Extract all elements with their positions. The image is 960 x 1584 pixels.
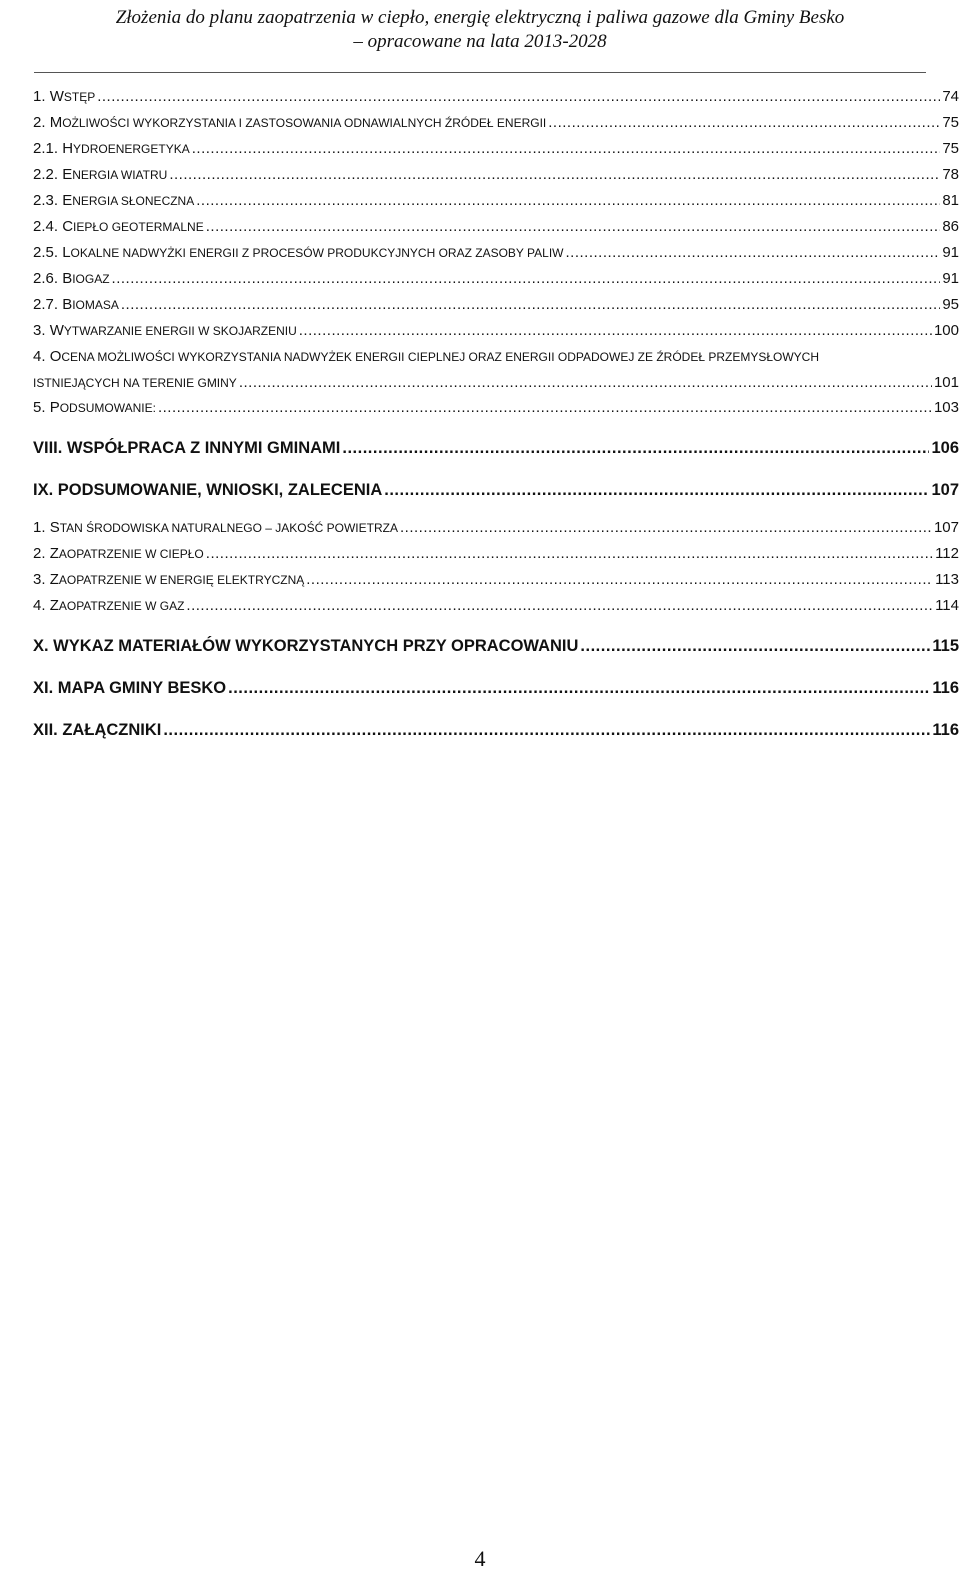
leader-dots: [228, 667, 930, 709]
entry-number: 3.: [33, 322, 50, 339]
table-of-contents: [33, 84, 959, 751]
leader-dots: [239, 370, 932, 395]
entry-initial: M: [49, 114, 63, 131]
leader-dots: [196, 188, 940, 214]
toc-chapter[interactable]: [33, 469, 959, 511]
entry-number: 2.: [33, 545, 50, 562]
entry-initial: B: [62, 296, 73, 313]
entry-title: OŻLIWOŚCI WYKORZYSTANIA I ZASTOSOWANIA ODNAWIALNYCH ŹRÓDEŁ ENERGII: [62, 116, 547, 130]
entry-title: OKALNE NADWYŻKI ENERGII Z PROCESÓW PRODUKCYJNYCH ORAZ ZASOBY PALIW: [70, 246, 564, 260]
header-rule: [34, 72, 926, 73]
page-ref: 114: [935, 597, 959, 614]
entry-number: 2.4.: [33, 218, 63, 235]
entry-title: AOPATRZENIE W ENERGIĘ ELEKTRYCZNĄ: [58, 573, 305, 587]
entry-title: IOMASA: [72, 298, 119, 312]
toc-entry[interactable]: [33, 162, 959, 188]
page-ref: 91: [942, 270, 959, 287]
toc-chapter[interactable]: [33, 625, 959, 667]
page-ref: 107: [933, 519, 959, 536]
page-ref: 78: [942, 166, 959, 183]
page-ref: 107: [931, 481, 959, 499]
entry-title: YTWARZANIE ENERGII W SKOJARZENIU: [63, 324, 297, 338]
entry-initial: L: [62, 244, 71, 261]
entry-number: 2.6.: [33, 270, 63, 287]
chapter-title: XII. ZAŁĄCZNIKI: [33, 721, 162, 739]
page-ref: 106: [931, 439, 959, 457]
leader-dots: [342, 427, 929, 469]
page-ref: 91: [942, 244, 959, 261]
entry-number: 2.3.: [33, 192, 63, 209]
entry-number: 2.5.: [33, 244, 63, 261]
toc-entry[interactable]: [33, 515, 959, 541]
page-header: [0, 6, 960, 54]
toc-entry[interactable]: [33, 567, 959, 593]
leader-dots: [112, 266, 941, 292]
entry-title: CENA MOŻLIWOŚCI WYKORZYSTANIA NADWYŻEK ENERGII CIEPLNEJ ORAZ ENERGII ODPADOWEJ ZE ŹRÓDEŁ PRZEMYSŁOWYCH: [61, 350, 820, 364]
leader-dots: [186, 593, 933, 619]
entry-number: 1.: [33, 88, 50, 105]
entry-number: 4.: [33, 348, 50, 365]
leader-dots: [169, 162, 940, 188]
leader-dots: [548, 110, 940, 136]
entry-initial: E: [62, 166, 73, 183]
entry-title: YDROENERGETYKA: [73, 142, 190, 156]
toc-entry[interactable]: [33, 240, 959, 266]
toc-entry[interactable]: [33, 136, 959, 162]
entry-title: AOPATRZENIE W CIEPŁO: [58, 547, 204, 561]
page-ref: 75: [942, 114, 959, 131]
entry-initial: C: [62, 218, 74, 235]
chapter-title: X. WYKAZ MATERIAŁÓW WYKORZYSTANYCH PRZY OPRACOWANIU: [33, 637, 579, 655]
toc-chapter[interactable]: [33, 667, 959, 709]
entry-number: 3.: [33, 571, 50, 588]
leader-dots: [206, 541, 933, 567]
leader-dots: [299, 318, 932, 344]
toc-chapter[interactable]: [33, 709, 959, 751]
leader-dots: [121, 292, 940, 318]
page-ref: 103: [933, 399, 959, 416]
leader-dots: [97, 84, 940, 110]
entry-title: ODSUMOWANIE:: [59, 401, 156, 415]
toc-entry[interactable]: [33, 292, 959, 318]
leader-dots: [400, 515, 932, 541]
page-ref: 101: [933, 374, 959, 391]
toc-entry[interactable]: [33, 110, 959, 136]
leader-dots: [580, 625, 930, 667]
toc-entry[interactable]: [33, 266, 959, 292]
entry-initial: O: [49, 348, 62, 365]
entry-number: 5.: [33, 399, 50, 416]
header-title: Złożenia do planu zaopatrzenia w ciepło, energię elektryczną i paliwa gazowe dla Gminy Besko: [115, 7, 845, 28]
entry-initial: Z: [49, 571, 59, 588]
leader-dots: [384, 469, 929, 511]
page-ref: 113: [935, 571, 959, 588]
entry-number: 2.2.: [33, 166, 63, 183]
chapter-title: VIII. WSPÓŁPRACA Z INNYMI GMINAMI: [33, 439, 341, 457]
entry-title: TAN ŚRODOWISKA NATURALNEGO – JAKOŚĆ POWIETRZA: [59, 521, 398, 535]
toc-entry[interactable]: [33, 344, 959, 370]
chapter-title: XI. MAPA GMINY BESKO: [33, 679, 227, 697]
toc-entry[interactable]: [33, 318, 959, 344]
header-subtitle: – opracowane na lata 2013-2028: [353, 31, 607, 52]
entry-initial: Z: [49, 597, 59, 614]
toc-entry[interactable]: [33, 214, 959, 240]
leader-dots: [163, 709, 930, 751]
entry-initial: Z: [49, 545, 59, 562]
leader-dots: [192, 136, 941, 162]
toc-chapter[interactable]: [33, 427, 959, 469]
toc-entry[interactable]: [33, 593, 959, 619]
entry-title: IOGAZ: [72, 272, 110, 286]
entry-number: 2.: [33, 114, 50, 131]
chapter-title: IX. PODSUMOWANIE, WNIOSKI, ZALECENIA: [33, 481, 383, 499]
entry-initial: B: [62, 270, 73, 287]
toc-entry[interactable]: [33, 395, 959, 421]
toc-entry-continuation[interactable]: [33, 370, 959, 395]
page-ref: 86: [942, 218, 959, 235]
entry-number: 4.: [33, 597, 50, 614]
entry-initial: H: [62, 140, 74, 157]
entry-title: AOPATRZENIE W GAZ: [58, 599, 185, 613]
entry-title: NERGIA WIATRU: [72, 168, 168, 182]
page-ref: 75: [942, 140, 959, 157]
entry-initial: W: [49, 322, 64, 339]
page-ref: 116: [932, 721, 959, 739]
leader-dots: [306, 567, 933, 593]
entry-initial: W: [49, 88, 64, 105]
page-ref: 115: [932, 637, 959, 655]
toc-entry[interactable]: [33, 84, 959, 110]
entry-initial: S: [49, 519, 60, 536]
entry-initial: P: [49, 399, 60, 416]
page-ref: 100: [933, 322, 959, 339]
page-ref: 95: [942, 296, 959, 313]
entry-title-continued: ISTNIEJĄCYCH NA TERENIE GMINY: [33, 376, 237, 390]
entry-number: 1.: [33, 519, 50, 536]
leader-dots: [566, 240, 941, 266]
page-number: 4: [474, 1546, 486, 1571]
entry-initial: E: [62, 192, 73, 209]
leader-dots: [158, 395, 932, 421]
entry-number: 2.7.: [33, 296, 63, 313]
page-ref: 81: [942, 192, 959, 209]
leader-dots: [206, 214, 941, 240]
toc-entry[interactable]: [33, 188, 959, 214]
toc-entry[interactable]: [33, 541, 959, 567]
entry-number: 2.1.: [33, 140, 63, 157]
entry-title: IEPŁO GEOTERMALNE: [73, 220, 204, 234]
page-ref: 116: [932, 679, 959, 697]
page-ref: 74: [942, 88, 959, 105]
entry-title: STĘP: [63, 90, 96, 104]
entry-title: NERGIA SŁONECZNA: [72, 194, 195, 208]
page-ref: 112: [935, 545, 959, 562]
